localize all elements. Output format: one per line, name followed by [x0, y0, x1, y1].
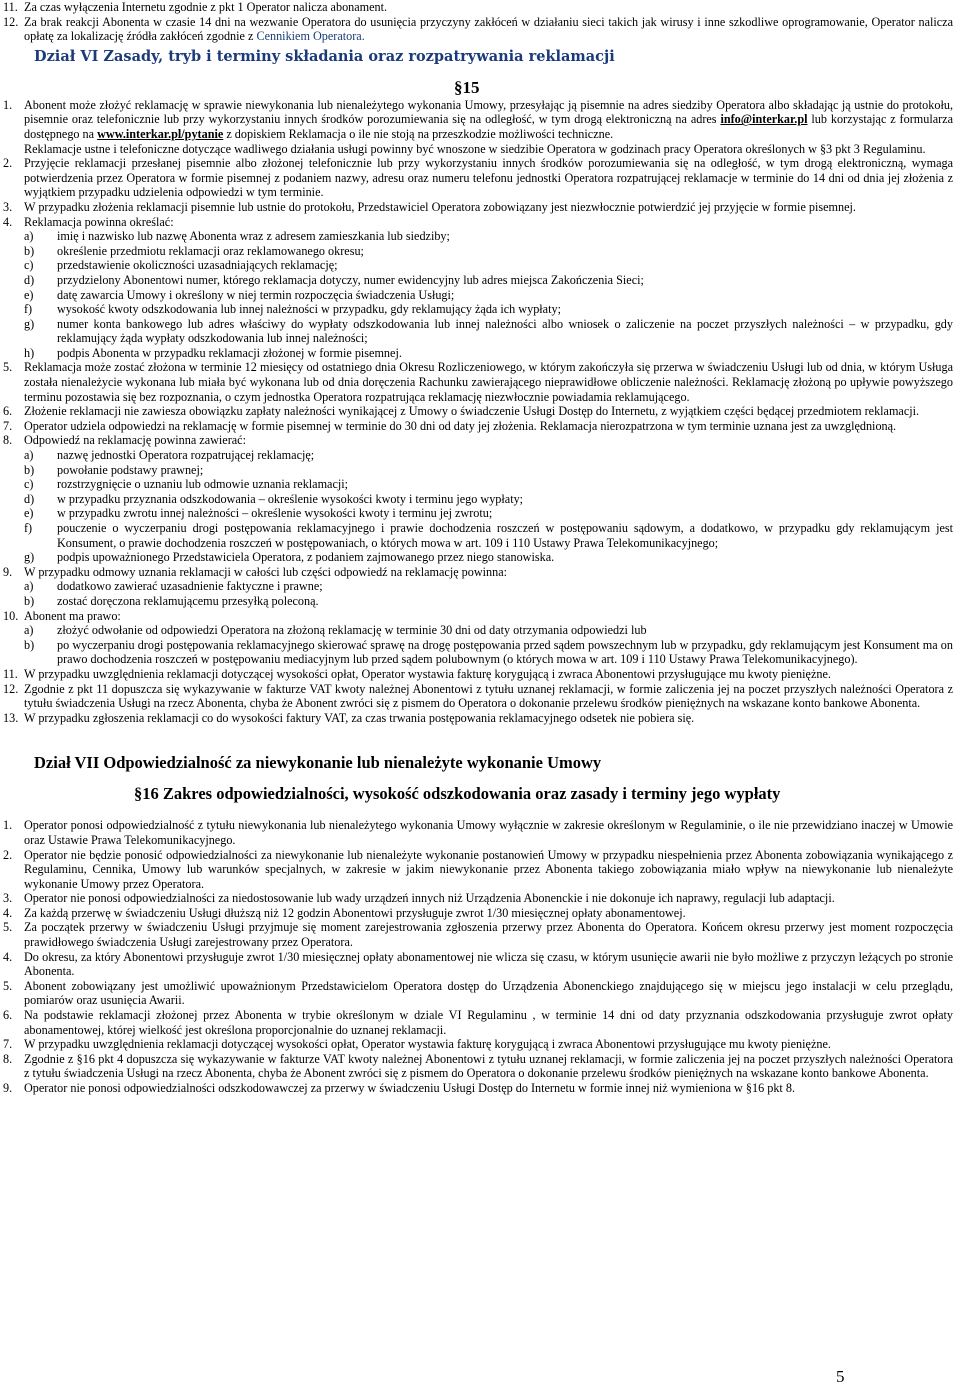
sub-item	[3, 302, 953, 317]
item-text: W przypadku odmowy uznania reklamacji w całości lub części odpowiedź na reklamację powinna:	[24, 564, 508, 579]
sub-item-letter: c)	[24, 258, 34, 273]
page-number: 5	[836, 1367, 845, 1386]
sub-item	[3, 273, 953, 288]
item-text: Zgodnie z §16 pkt 4 dopuszcza się wykazywanie w fakturze VAT kwoty należnej Abonentowi z tytułu uznanej reklamacji, w formie zaliczenia jej na poczet przyszłych należności Operatora z tytułu świadczenia Usługi na rzecz Abonenta, chyba że Abonent zwróci się z pismem do Operatora o dokonanie przelewu środków pieniężnych na wskazane konto bankowe Abonenta.	[24, 1051, 953, 1081]
paragraph-number-15: §15	[454, 77, 480, 97]
sub-item-letter: d)	[24, 491, 35, 506]
sub-item-letter: b)	[24, 637, 35, 652]
item-number: 8.	[3, 1051, 13, 1066]
sub-item-text: nazwę jednostki Operatora rozpatrującej reklamację;	[57, 448, 315, 463]
sub-item-letter: f)	[24, 302, 33, 317]
sub-item	[3, 448, 953, 463]
sub-item	[3, 492, 953, 507]
item-text: Reklamacja powinna określać:	[24, 214, 174, 229]
sub-item-text: podpis Abonenta w przypadku reklamacji złożonej w formie pisemnej.	[57, 345, 402, 360]
item-number: 1.	[3, 97, 13, 112]
sub-item-letter: a)	[24, 623, 34, 638]
item-text: Za każdą przerwę w świadczeniu Usługi dłuższą niż 12 godzin Abonentowi przysługuje zwrot 1/30 miesięcznej opłaty abonamentowej.	[24, 905, 686, 920]
item-text: Złożenie reklamacji nie zawiesza obowiązku zapłaty należności wynikającej z Umowy o świadczenie Usługi Dostęp do Internetu, z wyjątkiem części będącej przedmiotem reklamacji.	[24, 404, 920, 419]
sub-item-letter: e)	[24, 287, 34, 302]
list-item	[3, 682, 953, 711]
form-link[interactable]: www.interkar.pl/pytanie	[97, 126, 224, 141]
item-text: W przypadku uwzględnienia reklamacji dotyczącej wysokości opłat, Operator wystawia fakturę korygującą i zwraca Abonentowi przysługujące mu kwoty pieniężne.	[24, 666, 831, 681]
item-text: Na podstawie reklamacji złożonej przez Abonenta w trybie określonym w dziale VI Regulaminu , w terminie 14 dni od daty przyznania odszkodowania przysługuje zwrot opłaty abonamentowej, której wielkość jest określona proporcjonalnie do uznanej reklamacji.	[24, 1008, 953, 1037]
sub-item-letter: a)	[24, 579, 34, 594]
item-number: 6.	[3, 404, 13, 419]
item-number: 7.	[3, 418, 13, 433]
item-number: 8.	[3, 433, 13, 448]
item-text: Zgodnie z pkt 11 dopuszcza się wykazywanie w fakturze VAT kwoty należnej Abonentowi z tytułu uznanej reklamacji, w formie zaliczenia jej na poczet przyszłych należności Operatora z tytułu świadczenia Usługi na rzecz Abonenta, chyba że Abonent zwróci się z pismem do Operatora o dokonanie przelewu środków pieniężnych na wskazane konto bankowe Abonenta.	[24, 681, 953, 711]
item-number: 4.	[3, 949, 13, 964]
dzial-7-list	[3, 818, 953, 1095]
item-number: 9.	[3, 1081, 13, 1095]
item-number: 11.	[3, 666, 18, 681]
sub-item-letter: b)	[24, 243, 35, 258]
item-number: 2.	[3, 847, 13, 862]
email-link[interactable]: info@interkar.pl	[720, 112, 808, 127]
item-text: Operator nie ponosi odpowiedzialności odszkodowawczej za przerwy w świadczeniu Usługi Dostęp do Internetu w formie innej niż wymieniona w §16 pkt 8.	[24, 1081, 795, 1095]
list-item	[3, 1052, 953, 1081]
list-item	[3, 404, 953, 419]
item-text: Odpowiedź na reklamację powinna zawierać:	[24, 433, 246, 448]
item-text: Abonent ma prawo:	[24, 608, 121, 623]
sub-item-letter: b)	[24, 593, 35, 608]
list-item	[3, 1081, 953, 1096]
document-page	[3, 0, 953, 1096]
sub-item-text: numer konta bankowego lub adres właściwy do wypłaty odszkodowania lub innej należności albo wniosek o zaliczenie na poczet przyszłych należności – w przypadku, gdy reklamujący żąda wypłaty odszkodowania lub innej należności;	[57, 316, 953, 346]
list-item	[3, 711, 953, 726]
sub-item	[3, 623, 953, 638]
sub-item	[3, 317, 953, 346]
sub-item-text: pouczenie o wyczerpaniu drogi postępowania reklamacyjnego i prawie dochodzenia roszczeń w postępowaniu sądowym, a dodatkowo, w przypadku gdy reklamującym jest Konsument, o prawie dochodzenia roszczeń w postępowaniach, o których mowa w art. 109 i 110 Ustawy Prawa Telekomunikacyjnego;	[57, 521, 953, 550]
item-number: 3.	[3, 891, 13, 906]
item-number: 6.	[3, 1008, 13, 1023]
item-number: 10.	[3, 608, 19, 623]
sub-item-text: wysokość kwoty odszkodowania lub innej należności w przypadku, gdy reklamujący żąda ich wypłaty;	[57, 302, 561, 317]
sub-item	[3, 346, 953, 361]
list-item	[3, 950, 953, 979]
item-number: 9.	[3, 564, 13, 579]
list-item	[3, 667, 953, 682]
list-item	[3, 609, 953, 624]
item-number: 5.	[3, 978, 13, 993]
sub-item-letter: f)	[24, 521, 33, 535]
list-item	[3, 98, 953, 142]
sub-item-letter: c)	[24, 477, 34, 492]
list-item	[3, 433, 953, 448]
item-text: Reklamacja może zostać złożona w terminie 12 miesięcy od ostatniego dnia Okresu Rozliczeniowego, w którym zakończyła się przerwa w świadczeniu Usługi lub od dnia, w którym Usługa została nienależycie wykonana lub miała być wykonana lub od dnia doręczenia Rachunku zawierającego nieprawidłowe obliczenie należności. Reklamację złożoną po upływie powyższego terminu pozostawia się bez rozpoznania, o czym jednostka Operatora rozpatrująca reklamację niezwłocznie powiadamia reklamującego.	[24, 360, 953, 404]
sub-item	[3, 638, 953, 667]
item-number: 13.	[3, 710, 19, 725]
list-item	[3, 360, 953, 404]
item-number: 2.	[3, 156, 13, 171]
sub-item	[3, 506, 953, 521]
item-number: 3.	[3, 199, 13, 214]
sub-item-text: złożyć odwołanie od odpowiedzi Operatora na złożoną reklamację w terminie 30 dni od daty otrzymania odpowiedzi lub	[57, 623, 647, 638]
sub-item-text: rozstrzygnięcie o uznaniu lub odmowie uznania reklamacji;	[57, 477, 349, 492]
sub-item-text: po wyczerpaniu drogi postępowania reklamacyjnego skierować sprawę na drogę postępowania przed sądem powszechnym lub w przypadku, gdy reklamującym jest Konsument ma on prawo dochodzenia roszczeń w postępowaniu mediacyjnym lub przed sądem polubownym (o których mowa w art. 109 i 110 Ustawy Prawa Telekomunikacyjnego).	[57, 637, 953, 667]
list-item	[3, 848, 953, 892]
top-item-12: 12. Za brak reakcji Abonenta w czasie 14 dni na wezwanie Operatora do usunięcia przyczyny zakłóceń w działaniu sieci takich jak wirusy i inne szkodliwe oprogramowanie, Operator nalicza opłatę za lokalizację źródła zakłóceń zgodnie z Cennikiem Operatora.	[3, 14, 953, 44]
list-paragraph: Reklamacje ustne i telefoniczne dotyczące wadliwego działania usługi powinny być wnoszone w siedzibie Operatora w godzinach pracy Operatora określonych w §3 pkt 3 Regulaminu.	[24, 141, 926, 156]
item-text: Do okresu, za który Abonentowi przysługuje zwrot 1/30 miesięcznej opłaty abonamentowej nie wlicza się czasu, w którym usunięcie awarii nie było możliwe z przyczyn leżących po stronie Abonenta.	[24, 949, 953, 979]
item-number: 7.	[3, 1037, 13, 1052]
sub-item-letter: a)	[24, 448, 34, 463]
sub-item-letter: g)	[24, 550, 35, 565]
sub-item-text: określenie przedmiotu reklamacji oraz reklamowanego okresu;	[57, 243, 364, 258]
sub-item-letter: e)	[24, 506, 34, 521]
sub-item-text: przedstawienie okoliczności uzasadniających reklamację;	[57, 258, 338, 273]
item-number: 4.	[3, 214, 13, 229]
list-item	[3, 419, 953, 434]
top-item-11: 11. Za czas wyłączenia Internetu zgodnie z pkt 1 Operator nalicza abonament.	[3, 0, 388, 14]
sub-item-text: zostać doręczona reklamującemu przesyłką poleconą.	[57, 593, 319, 608]
sub-item-letter: b)	[24, 462, 35, 477]
list-item	[3, 818, 953, 847]
sub-item	[3, 477, 953, 492]
section-heading-dzial-7: Dział VII Odpowiedzialność za niewykonanie lub nienależyte wykonanie Umowy	[34, 753, 602, 773]
list-item	[3, 200, 953, 215]
list-item	[3, 215, 953, 230]
sub-item-text: datę zawarcia Umowy i określony w niej termin rozpoczęcia świadczenia Usługi;	[57, 287, 455, 302]
item-text: Przyjęcie reklamacji przesłanej pisemnie albo złożonej telefonicznie lub przy wykorzystaniu innych środków porozumiewania się na odległość, w tym drogą elektroniczną, wymaga potwierdzenia przez Operatora w formie pisemnej z podaniem nazwy, adresu oraz numeru telefonu jednostki Operatora rozpatrującej reklamacje w terminie do 14 dni od dnia jej złożenia z wyjątkiem przypadku udzielenia odpowiedzi w tym terminie.	[24, 156, 953, 200]
item-text: Operator ponosi odpowiedzialność z tytułu niewykonania lub nienależytego wykonania Umowy wyłącznie w zakresie określonym w Regulaminie, o ile nie przewidziano inaczej w Umowie oraz Ustawie Prawa Telekomunikacyjnego.	[24, 818, 953, 847]
item-text: W przypadku uwzględnienia reklamacji dotyczącej wysokości opłat, Operator wystawia fakturę korygującą i zwraca Abonentowi przysługujące mu kwoty pieniężne.	[24, 1037, 831, 1052]
list-item	[3, 156, 953, 200]
sub-item-letter: h)	[24, 345, 35, 360]
paragraph-heading-16: §16 Zakres odpowiedzialności, wysokość odszkodowania oraz zasady i terminy jego wypłaty	[134, 784, 781, 804]
sub-item-text: dodatkowo zawierać uzasadnienie faktyczne i prawne;	[57, 579, 323, 594]
sub-item-letter: a)	[24, 229, 34, 244]
sub-item	[3, 550, 953, 565]
sub-item-text: przydzielony Abonentowi numer, którego reklamacja dotyczy, numer ewidencyjny lub adres miejsca Zakończenia Sieci;	[57, 272, 644, 287]
sub-item-text: powołanie podstawy prawnej;	[57, 462, 204, 477]
item-text: Operator nie ponosi odpowiedzialności za niedostosowanie lub wady urządzeń innych niż Urządzenia Abonenckie i nie dokonuje ich naprawy, regulacji lub adaptacji.	[24, 891, 835, 906]
item-number: 4.	[3, 905, 13, 920]
sub-item-text: imię i nazwisko lub nazwę Abonenta wraz z adresem zamieszkania lub siedziby;	[57, 229, 450, 244]
item-text: W przypadku złożenia reklamacji pisemnie lub ustnie do protokołu, Przedstawiciel Operatora zobowiązany jest niezwłocznie potwierdzić jej przyjęcie w formie pisemnej.	[24, 199, 856, 214]
item-number: 1.	[3, 818, 13, 833]
item-text: Operator udziela odpowiedzi na reklamację w formie pisemnej w terminie do 30 dni od daty jej złożenia. Reklamacja nierozpatrzona w tym terminie uznana jest za uwzględnioną.	[24, 418, 897, 433]
list-item	[3, 891, 953, 906]
sub-item-text: podpis upoważnionego Przedstawiciela Operatora, z podaniem zajmowanego przez niego stanowiska.	[57, 550, 555, 565]
list-item	[3, 920, 953, 949]
item-text: Operator nie będzie ponosić odpowiedzialności za niewykonanie lub nienależyte wykonanie postanowień Umowy w przypadku niespełnienia przez Abonenta zobowiązania wynikającego z Regulaminu, Cennika, Umowy lub warunków specjalnych, w zakresie w jakim niewykonanie przez Abonenta takiego zobowiązania miało wpływ na niewykonanie lub nienależyte wykonanie Umowy przez Operatora.	[24, 847, 953, 891]
list-item	[3, 906, 953, 921]
item-text: Abonent może złożyć reklamację w sprawie niewykonania lub nienależytego wykonania Umowy, przesyłając ją pisemnie na adres siedziby Operatora albo składając ją ustnie do protokołu, pisemnie oraz telefonicznie lub przy wykorzystaniu innych środków porozumiewania się na odległość, w tym drogą elektroniczną na adres info@interkar.pl lub korzystając z formularza dostępnego na www.interkar.pl/pytanie z dopiskiem Reklamacja o ile nie stoją na przeszkodzie możliwości techniczne.	[24, 97, 954, 141]
sub-item	[3, 244, 953, 259]
list-item	[3, 979, 953, 1008]
item-text: Abonent zobowiązany jest umożliwić upoważnionym Przedstawicielom Operatora dostęp do Urządzenia Abonenckiego znajdującego się w miejscu jego instalacji w celu przeglądu, pomiarów oraz usunięcia Awarii.	[24, 978, 953, 1008]
list-item	[3, 1008, 953, 1037]
sub-item	[3, 463, 953, 478]
sub-item	[3, 258, 953, 273]
section-heading-dzial-6: Dział VI Zasady, tryb i terminy składania oraz rozpatrywania reklamacji	[34, 47, 615, 65]
item-number: 12.	[3, 681, 19, 696]
list-item	[3, 1037, 953, 1052]
list-item	[3, 565, 953, 580]
sub-item-letter: d)	[24, 272, 35, 287]
sub-item-letter: g)	[24, 316, 35, 331]
sub-item	[3, 288, 953, 303]
item-number: 5.	[3, 920, 13, 935]
sub-item-text: w przypadku przyznania odszkodowania – określenie wysokości kwoty i terminu jego wypłaty;	[57, 491, 524, 506]
item-text: Za początek przerwy w świadczeniu Usługi przyjmuje się moment zarejestrowania zgłoszenia przerwy przez Abonenta do Operatora. Końcem okresu przerwy jest moment rozpoczęcia prawidłowego świadczenia Usługi zarejestrowany przez Operatora.	[24, 920, 953, 950]
sub-item	[3, 229, 953, 244]
item-text: W przypadku zgłoszenia reklamacji co do wysokości faktury VAT, za czas trwania postępowania reklamacyjnego odsetek nie pobiera się.	[24, 710, 695, 725]
sub-item-text: w przypadku zwrotu innej należności – określenie wysokości kwoty i terminu jej zwrotu;	[57, 506, 493, 521]
sub-item	[3, 594, 953, 609]
sub-item	[3, 579, 953, 594]
dzial-6-list	[3, 98, 953, 726]
sub-item	[3, 521, 953, 550]
item-number: 5.	[3, 360, 13, 375]
